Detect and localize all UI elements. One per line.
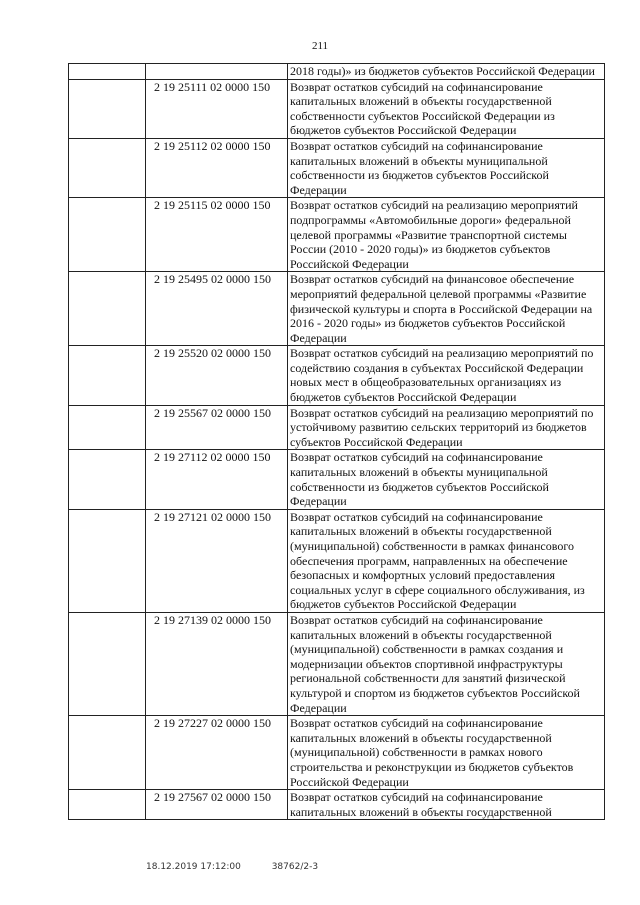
admin-code-cell [69,509,146,612]
description-cell: Возврат остатков субсидий на софинансирование капитальных вложений в объекты муниципальной собственности из бюджетов субъектов Российской Федерации [288,138,605,197]
footer-timestamp: 18.12.2019 17:12:00 [146,862,241,872]
table-row [69,450,605,509]
admin-code-cell [69,346,146,405]
description-cell: Возврат остатков субсидий на софинансирование капитальных вложений в объекты государственной (муниципальной) собственности в рамках нового строительства и реконструкции из бюджетов субъектов Российской Федерации [288,716,605,790]
table-row [69,346,605,405]
table-row [69,198,605,272]
admin-code-cell [69,79,146,138]
admin-code-cell [69,138,146,197]
admin-code-cell [69,450,146,509]
description-cell: 2018 годы)» из бюджетов субъектов Российской Федерации [288,64,605,80]
description-cell: Возврат остатков субсидий на софинансирование капитальных вложений в объекты государственной [288,790,605,820]
budget-code-cell: 2 19 27567 02 0000 150 [146,790,288,820]
table-row [69,716,605,790]
page-number: 211 [311,40,329,52]
description-cell: Возврат остатков субсидий на софинансирование капитальных вложений в объекты государственной (муниципальной) собственности в рамках финансового обеспечения программ, направленных на обеспечение безопасных и комфортных условий предоставления социальных услуг в сфере социального обслуживания, из бюджетов субъектов Российской Федерации [288,509,605,612]
admin-code-cell [69,405,146,450]
table-row [69,272,605,346]
table-row [69,64,605,80]
description-cell: Возврат остатков субсидий на реализацию мероприятий по устойчивому развитию сельских территорий из бюджетов субъектов Российской Федерации [288,405,605,450]
table-row [69,509,605,612]
admin-code-cell [69,198,146,272]
description-cell: Возврат остатков субсидий на софинансирование капитальных вложений в объекты государственной (муниципальной) собственности в рамках создания и модернизации объектов спортивной инфраструктуры региональной собственности для занятий физической культурой и спортом из бюджетов субъектов Российской Федерации [288,612,605,715]
table-row [69,790,605,820]
budget-code-cell: 2 19 27121 02 0000 150 [146,509,288,612]
budget-code-cell: 2 19 25115 02 0000 150 [146,198,288,272]
admin-code-cell [69,64,146,80]
budget-code-cell: 2 19 25112 02 0000 150 [146,138,288,197]
budget-code-cell: 2 19 25495 02 0000 150 [146,272,288,346]
budget-code-cell: 2 19 27139 02 0000 150 [146,612,288,715]
description-cell: Возврат остатков субсидий на реализацию мероприятий подпрограммы «Автомобильные дороги» федеральной целевой программы «Развитие транспортной системы России (2010 - 2020 годы)» из бюджетов субъектов Российской Федерации [288,198,605,272]
table-row [69,79,605,138]
footer-doc-id: 38762/2-3 [271,862,319,872]
budget-code-cell: 2 19 27227 02 0000 150 [146,716,288,790]
admin-code-cell [69,612,146,715]
budget-code-cell: 2 19 25567 02 0000 150 [146,405,288,450]
table-row [69,138,605,197]
admin-code-cell [69,272,146,346]
document-footer [146,862,318,872]
budget-code-cell: 2 19 27112 02 0000 150 [146,450,288,509]
description-cell: Возврат остатков субсидий на реализацию мероприятий по содействию создания в субъектах Российской Федерации новых мест в общеобразовательных организациях из бюджетов субъектов Российской Федерации [288,346,605,405]
budget-code-cell: 2 19 25111 02 0000 150 [146,79,288,138]
description-cell: Возврат остатков субсидий на финансовое обеспечение мероприятий федеральной целевой программы «Развитие физической культуры и спорта в Российской Федерации на 2016 - 2020 годы» из бюджетов субъектов Российской Федерации [288,272,605,346]
table-row [69,612,605,715]
budget-code-cell [146,64,288,80]
admin-code-cell [69,716,146,790]
description-cell: Возврат остатков субсидий на софинансирование капитальных вложений в объекты муниципальной собственности из бюджетов субъектов Российской Федерации [288,450,605,509]
budget-code-cell: 2 19 25520 02 0000 150 [146,346,288,405]
description-cell: Возврат остатков субсидий на софинансирование капитальных вложений в объекты государственной собственности субъектов Российской Федерации из бюджетов субъектов Российской Федерации [288,79,605,138]
budget-codes-table [68,63,605,820]
table-row [69,405,605,450]
admin-code-cell [69,790,146,820]
